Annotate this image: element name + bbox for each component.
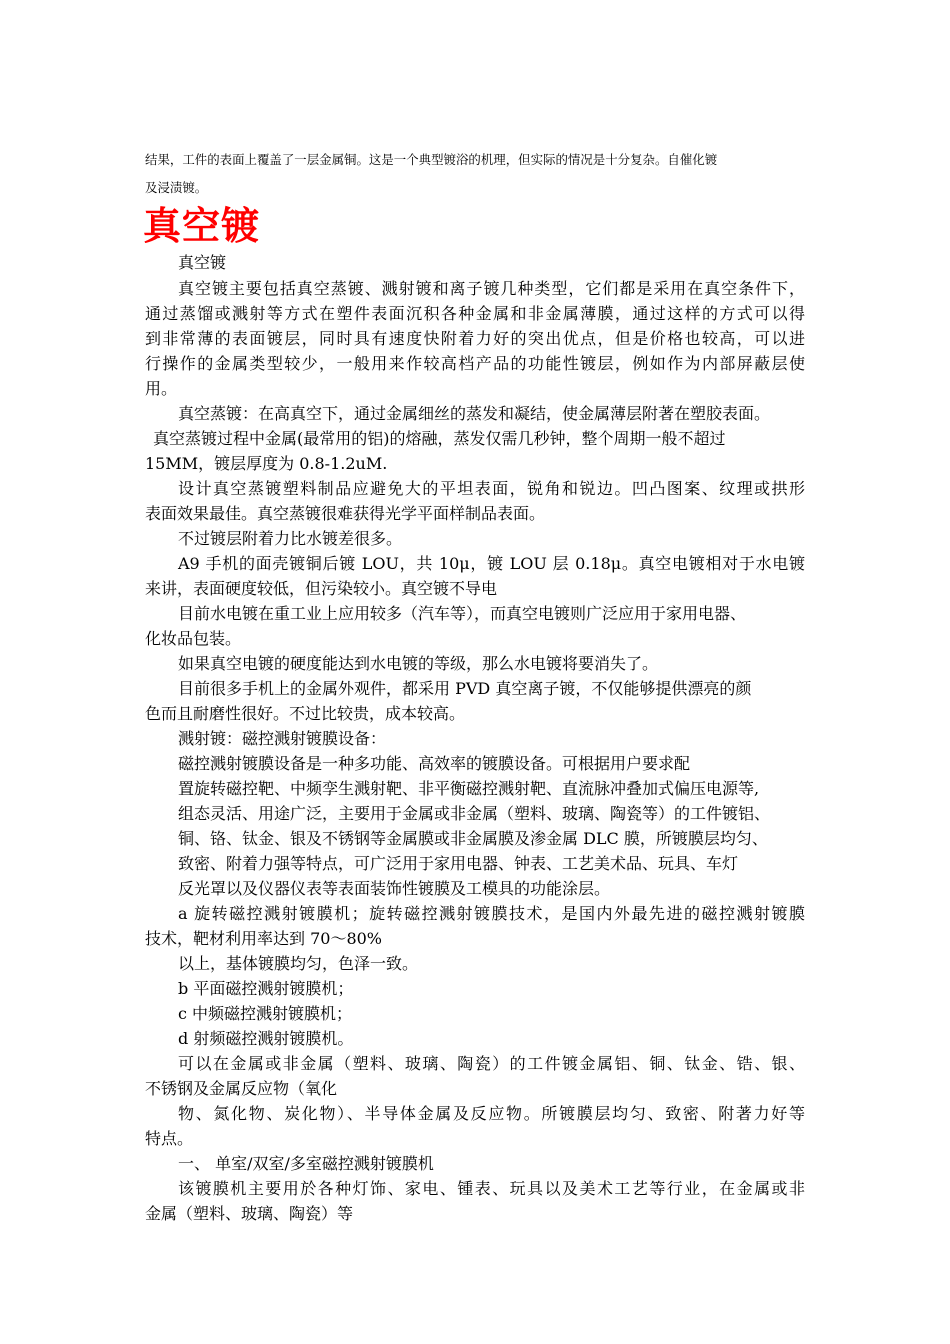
paragraph-line: 到非常薄的表面镀层，同时具有速度快附着力好的突出优点，但是价格也较高，可以进 — [145, 329, 805, 348]
paragraph-line: 如果真空电镀的硬度能达到水电镀的等级，那么水电镀将要消失了。 — [178, 654, 659, 673]
paragraph-line: 不过镀层附着力比水镀差很多。 — [178, 529, 403, 548]
paragraph-line: c 中频磁控溅射镀膜机； — [178, 1004, 353, 1023]
paragraph-line: 技术，靶材利用率达到 70～80% — [145, 929, 383, 948]
paragraph-line: 化妆品包装。 — [145, 629, 242, 648]
paragraph-line: 金属（塑料、玻璃、陶瓷）等 — [145, 1204, 354, 1223]
paragraph-line: 该镀膜机主要用於各种灯饰、家电、锺表、玩具以及美术工艺等行业，在金属或非 — [178, 1179, 805, 1198]
paragraph-line: 用。 — [145, 379, 178, 398]
intro-line-1: 结果，工件的表面上覆盖了一层金属铜。这是一个典型镀浴的机理，但实际的情况是十分复杂。自催化镀 — [145, 152, 718, 167]
paragraph-line: 特点。 — [145, 1129, 194, 1148]
paragraph-line: 真空蒸镀过程中金属(最常用的铝)的熔融，蒸发仅需几秒钟，整个周期一般不超过 — [153, 429, 726, 448]
paragraph-line: 真空镀主要包括真空蒸镀、溅射镀和离子镀几种类型，它们都是采用在真空条件下， — [178, 279, 805, 298]
paragraph-line: 15MM，镀层厚度为 0.8-1.2uM. — [145, 454, 388, 473]
paragraph-line: 目前很多手机上的金属外观件，都采用 PVD 真空离子镀，不仅能够提供漂亮的颜 — [178, 679, 752, 698]
paragraph-line: 表面效果最佳。真空蒸镀很难获得光学平面样制品表面。 — [145, 504, 546, 523]
paragraph-line: d 射频磁控溅射镀膜机。 — [178, 1029, 354, 1048]
paragraph-line: 物、氮化物、炭化物）、半导体金属及反应物。所镀膜层均匀、致密、附著力好等 — [178, 1104, 805, 1123]
paragraph-line: 色而且耐磨性很好。不过比较贵，成本较高。 — [145, 704, 466, 723]
paragraph-line: b 平面磁控溅射镀膜机； — [178, 979, 354, 998]
paragraph-line: 置旋转磁控靶、中频孪生溅射靶、非平衡磁控溅射靶、直流脉冲叠加式偏压电源等, — [178, 779, 760, 798]
paragraph-line: A9 手机的面壳镀铜后镀 LOU，共 10μ，镀 LOU 层 0.18μ。真空电镀相对于水电镀 — [178, 554, 805, 573]
intro-line-2: 及浸渍镀。 — [145, 180, 208, 195]
paragraph-line: 设计真空蒸镀塑料制品应避免大的平坦表面，锐角和锐边。凹凸图案、纹理或拱形 — [178, 479, 805, 498]
paragraph-line: 铜、铬、钛金、银及不锈钢等金属膜或非金属膜及渗金属 DLC 膜，所镀膜层均匀、 — [178, 829, 768, 848]
paragraph-line: 可以在金属或非金属（塑料、玻璃、陶瓷）的工件镀金属铝、铜、钛金、锆、银、 — [178, 1054, 805, 1073]
section-heading: 真空镀 — [143, 203, 261, 248]
paragraph-line: 组态灵活、用途广泛，主要用于金属或非金属（塑料、玻璃、陶瓷等）的工件镀铝、 — [178, 804, 771, 823]
paragraph-line: 通过蒸馏或溅射等方式在塑件表面沉积各种金属和非金属薄膜，通过这样的方式可以得 — [145, 304, 805, 323]
paragraph-line: 致密、附着力强等特点，可广泛用于家用电器、钟表、工艺美术品、玩具、车灯 — [178, 854, 739, 873]
paragraph-line: 以上，基体镀膜均匀，色泽一致。 — [178, 954, 419, 973]
paragraph-line: 反光罩以及仪器仪表等表面装饰性镀膜及工模具的功能涂层。 — [178, 879, 611, 898]
paragraph-line: 来讲，表面硬度较低，但污染较小。真空镀不导电 — [145, 579, 498, 598]
paragraph-line: 溅射镀：磁控溅射镀膜设备： — [178, 729, 387, 748]
paragraph-line: 不锈钢及金属反应物（氧化 — [145, 1079, 338, 1098]
paragraph-line: 一、 单室/双室/多室磁控溅射镀膜机 — [178, 1154, 434, 1173]
paragraph-line: 磁控溅射镀膜设备是一种多功能、高效率的镀膜设备。可根据用户要求配 — [178, 754, 691, 773]
paragraph-line: 真空镀 — [178, 253, 227, 272]
paragraph-line: 真空蒸镀：在高真空下，通过金属细丝的蒸发和凝结，使金属薄层附著在塑胶表面。 — [178, 404, 771, 423]
paragraph-line: a 旋转磁控溅射镀膜机；旋转磁控溅射镀膜技术，是国内外最先进的磁控溅射镀膜 — [178, 904, 805, 923]
paragraph-line: 目前水电镀在重工业上应用较多（汽车等），而真空电镀则广泛应用于家用电器、 — [178, 604, 747, 623]
paragraph-line: 行操作的金属类型较少，一般用来作较高档产品的功能性镀层，例如作为内部屏蔽层使 — [145, 354, 805, 373]
